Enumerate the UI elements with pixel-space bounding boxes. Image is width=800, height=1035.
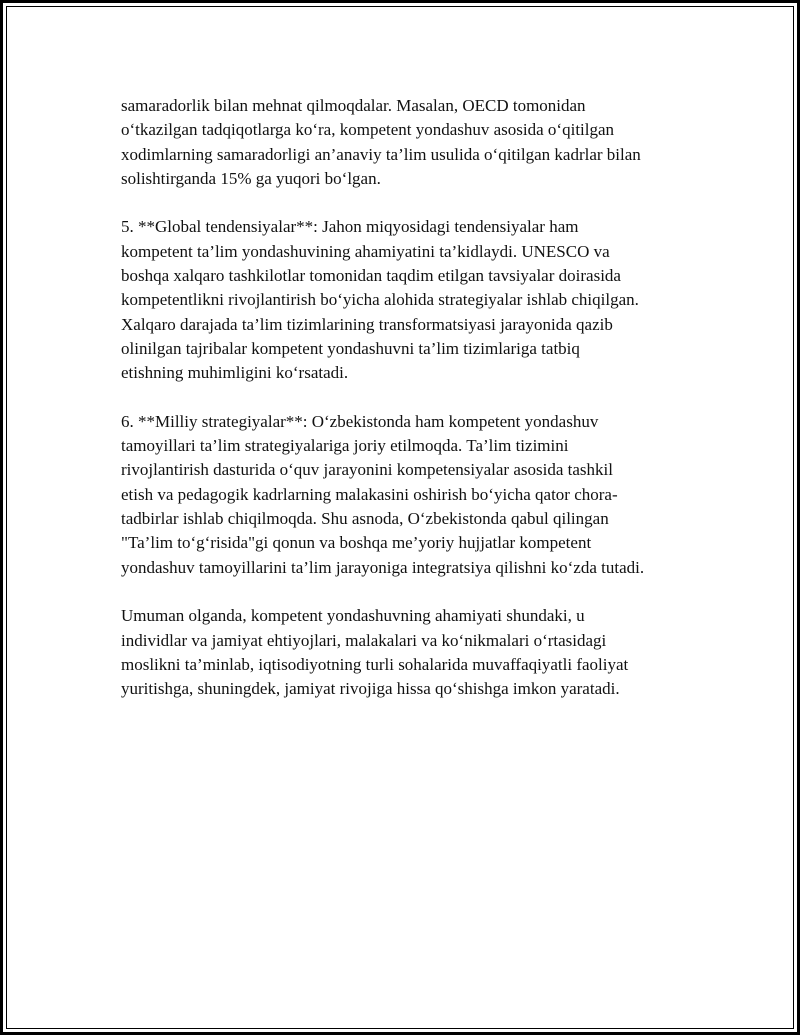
text-line: individlar va jamiyat ehtiyojlari, malakalari va ko‘nikmalari o‘rtasidagi — [121, 630, 607, 650]
text-line: solishtirganda 15% ga yuqori bo‘lgan. — [121, 168, 381, 188]
text-line: xodimlarning samaradorligi an’anaviy ta’lim usulida o‘qitilgan kadrlar bilan — [121, 144, 641, 164]
text-line: etishning muhimligini ko‘rsatadi. — [121, 363, 349, 383]
paragraph-oecd-evidence — [121, 94, 691, 191]
text-line: kompetentlikni rivojlantirish bo‘yicha alohida strategiyalar ishlab chiqilgan. — [121, 290, 639, 310]
text-line: Xalqaro darajada ta’lim tizimlarining transformatsiyasi jarayonida qazib — [121, 314, 613, 334]
text-line: 6. **Milliy strategiyalar**: O‘zbekistonda ham kompetent yondashuv — [121, 411, 599, 431]
text-line: samaradorlik bilan mehnat qilmoqdalar. Masalan, OECD tomonidan — [121, 96, 586, 115]
text-line: Umuman olganda, kompetent yondashuvning ahamiyati shundaki, u — [121, 606, 585, 626]
text-line: tadbirlar ishlab chiqilmoqda. Shu asnoda, O‘zbekistonda qabul qilingan — [121, 509, 609, 529]
paragraph-global-trends — [121, 215, 691, 385]
text-line: rivojlantirish dasturida o‘quv jarayonini kompetensiyalar asosida tashkil — [121, 460, 613, 480]
text-line: tamoyillari ta’lim strategiyalariga joriy etilmoqda. Ta’lim tizimini — [121, 436, 569, 456]
text-line: boshqa xalqaro tashkilotlar tomonidan taqdim etilgan tavsiyalar doirasida — [121, 266, 621, 286]
paragraph-national-strategies — [121, 410, 691, 580]
text-line: etish va pedagogik kadrlarning malakasini oshirish bo‘yicha qator chora- — [121, 484, 618, 504]
text-line: yuritishga, shuningdek, jamiyat rivojiga hissa qo‘shishga imkon yaratadi. — [121, 679, 620, 699]
text-line: moslikni ta’minlab, iqtisodiyotning turli sohalarida muvaffaqiyatli faoliyat — [121, 654, 629, 674]
text-line: "Ta’lim to‘g‘risida"gi qonun va boshqa me’yoriy hujjatlar kompetent — [121, 533, 592, 553]
text-line: yondashuv tamoyillarini ta’lim jarayoniga integratsiya qilishni ko‘zda tutadi. — [121, 557, 645, 577]
text-line: olinilgan tajribalar kompetent yondashuvni ta’lim tizimlariga tatbiq — [121, 338, 580, 358]
text-line: kompetent ta’lim yondashuvining ahamiyatini ta’kidlaydi. UNESCO va — [121, 241, 610, 261]
paragraph-conclusion — [121, 604, 691, 701]
text-line: 5. **Global tendensiyalar**: Jahon miqyosidagi tendensiyalar ham — [121, 217, 579, 237]
text-line: o‘tkazilgan tadqiqotlarga ko‘ra, kompetent yondashuv asosida o‘qitilgan — [121, 120, 615, 140]
document-body — [121, 94, 691, 726]
